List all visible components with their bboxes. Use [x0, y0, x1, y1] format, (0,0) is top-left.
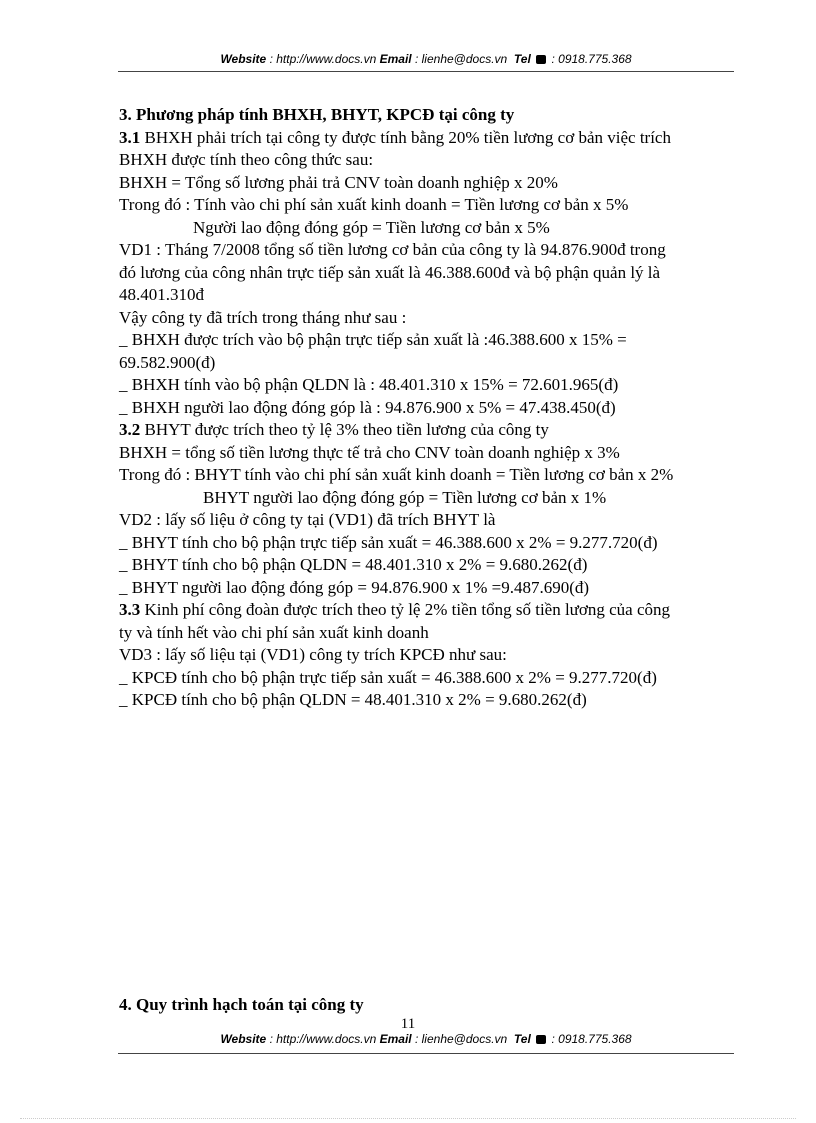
paragraph-line [119, 419, 739, 442]
paragraph-line: _ KPCĐ tính cho bộ phận QLDN = 48.401.310 x 2% = 9.680.262(đ) [119, 690, 587, 709]
header-tel-label: Tel [513, 52, 531, 66]
paragraph-line: Vậy công ty đã trích trong tháng như sau : [119, 307, 407, 327]
page-number: 11 [400, 1016, 416, 1032]
section-3-2-number: 3.2 [119, 420, 141, 439]
section-3-1-text: BHXH phải trích tại công ty được tính bằng 20% tiền lương cơ bản việc trích [140, 127, 671, 147]
footer-email-link[interactable]: : lienhe@docs.vn [411, 1032, 511, 1046]
paragraph-line: _ BHXH người lao động đóng góp là : 94.876.900 x 5% = 47.438.450(đ) [119, 397, 616, 417]
header-website-link[interactable]: : http://www.docs.vn [266, 52, 380, 66]
paragraph-line: đó lương của công nhân trực tiếp sản xuất là 46.388.600đ và bộ phận quản lý là [119, 262, 661, 282]
page-header [118, 52, 734, 66]
paragraph-line: Người lao động đóng góp = Tiền lương cơ bản x 5% [193, 217, 550, 237]
footer-tel-label: Tel [513, 1032, 531, 1046]
header-tel-value: : 0918.775.368 [548, 52, 632, 66]
paragraph-line: VD2 : lấy số liệu ở công ty tại (VD1) đã trích BHYT là [119, 510, 496, 529]
section-3-1-number: 3.1 [119, 127, 141, 147]
header-email-link[interactable]: : lienhe@docs.vn [411, 52, 511, 66]
section-3-title: 3. Phương pháp tính BHXH, BHYT, KPCĐ tại công ty [119, 105, 515, 124]
document-body [119, 104, 739, 712]
page-footer [118, 1032, 734, 1046]
footer-divider [118, 1053, 734, 1054]
paragraph-line: VD3 : lấy số liệu tại (VD1) công ty trích KPCĐ như sau: [119, 645, 507, 664]
paragraph-line: 48.401.310đ [119, 285, 204, 304]
phone-icon [536, 55, 546, 64]
footer-website-link[interactable]: : http://www.docs.vn [266, 1032, 380, 1046]
footer-tel-value: : 0918.775.368 [548, 1032, 632, 1046]
paragraph-line: _ KPCĐ tính cho bộ phận trực tiếp sản xuất = 46.388.600 x 2% = 9.277.720(đ) [119, 667, 657, 687]
paragraph-line: _ BHXH tính vào bộ phận QLDN là : 48.401.310 x 15% = 72.601.965(đ) [119, 375, 619, 394]
paragraph-line: 69.582.900(đ) [119, 352, 216, 372]
paragraph-line: _ BHYT tính cho bộ phận QLDN = 48.401.310 x 2% = 9.680.262(đ) [119, 555, 588, 574]
paragraph-line: _ BHYT người lao động đóng góp = 94.876.900 x 1% =9.487.690(đ) [119, 577, 590, 597]
header-email-label: Email [379, 52, 412, 66]
section-4-title: 4. Quy trình hạch toán tại công ty [119, 995, 364, 1014]
footer-website-label: Website [220, 1032, 267, 1046]
header-website-label: Website [220, 52, 267, 66]
section-3-2-text: BHYT được trích theo tỷ lệ 3% theo tiền lương của công ty [140, 420, 549, 439]
paragraph-line: BHXH = Tổng số lương phải trả CNV toàn doanh nghiệp x 20% [119, 172, 558, 192]
paragraph-line: Trong đó : Tính vào chi phí sản xuất kinh doanh = Tiền lương cơ bản x 5% [119, 195, 629, 214]
paragraph-line: VD1 : Tháng 7/2008 tổng số tiền lương cơ bản của công ty là 94.876.900đ trong [119, 240, 666, 259]
header-divider [118, 71, 734, 72]
paragraph-line: BHXH = tổng số tiền lương thực tế trả cho CNV toàn doanh nghiệp x 3% [119, 442, 620, 462]
paragraph-line [119, 599, 739, 622]
paragraph-line: Trong đó : BHYT tính vào chi phí sản xuất kinh doanh = Tiền lương cơ bản x 2% [119, 465, 674, 484]
paragraph-line: BHXH được tính theo công thức sau: [119, 150, 374, 169]
phone-icon [536, 1035, 546, 1044]
paragraph-line: _ BHYT tính cho bộ phận trực tiếp sản xuất = 46.388.600 x 2% = 9.277.720(đ) [119, 532, 658, 552]
paragraph-line: BHYT người lao động đóng góp = Tiền lương cơ bản x 1% [203, 487, 607, 507]
section-3-3-text: Kinh phí công đoàn được trích theo tỷ lệ 2% tiền tổng số tiền lương của công [140, 600, 671, 619]
paragraph-line [119, 127, 739, 150]
paragraph-line: _ BHXH được trích vào bộ phận trực tiếp sản xuất là :46.388.600 x 15% = [119, 330, 627, 349]
section-3-3-number: 3.3 [119, 600, 141, 619]
page-edge-divider [20, 1118, 796, 1119]
footer-email-label: Email [379, 1032, 412, 1046]
paragraph-line: ty và tính hết vào chi phí sản xuất kinh doanh [119, 622, 429, 642]
